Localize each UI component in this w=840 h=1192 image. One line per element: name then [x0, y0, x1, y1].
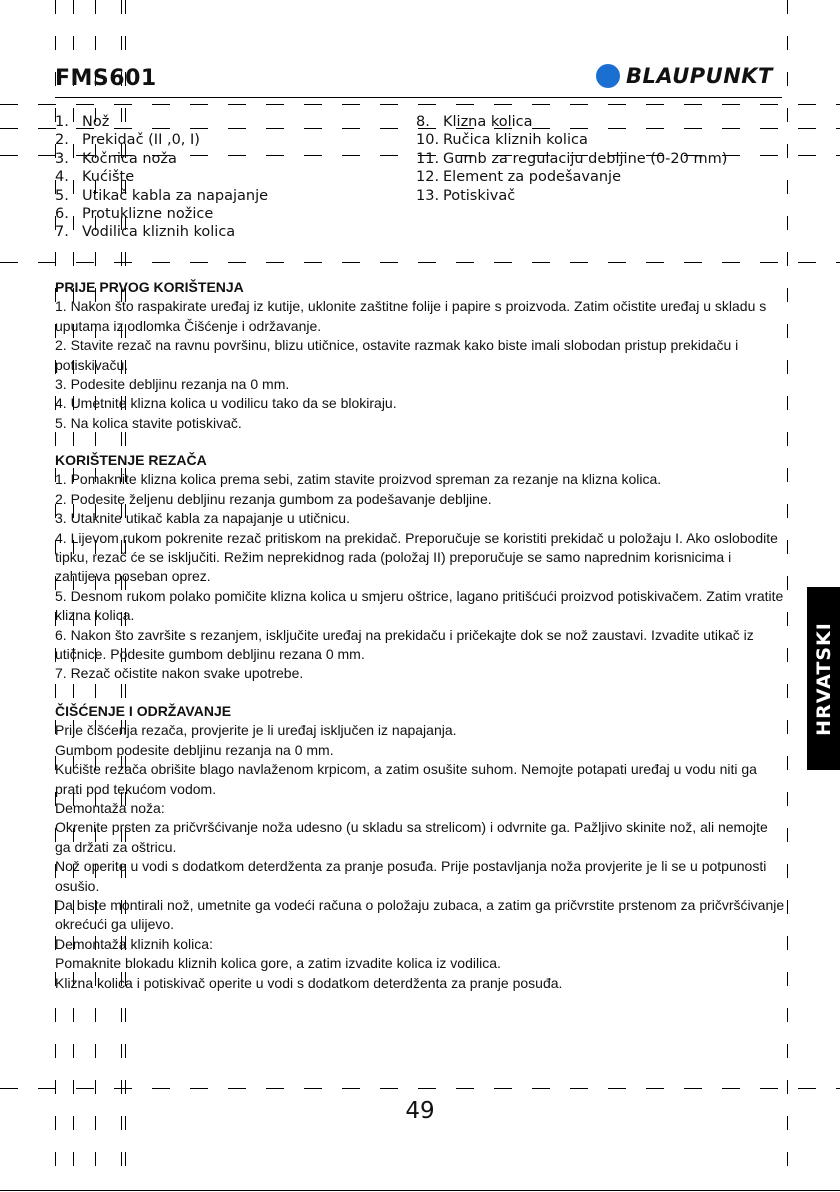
- parts-list-right: [416, 113, 727, 205]
- paragraph: Demontaža noža:: [55, 800, 165, 817]
- part-item: 5. Utikač kabla za napajanje: [55, 187, 269, 204]
- section-using-slicer: [55, 451, 785, 684]
- part-item: 3. Kočnica noža: [55, 150, 177, 167]
- paragraph: 3. Utaknite utikač kabla za napajanje u utičnicu.: [55, 510, 350, 527]
- paragraph: Klizna kolica i potiskivač operite u vodi s dodatkom deterdženta za pranje posuđa.: [55, 974, 563, 991]
- section-cleaning-maintenance: [55, 702, 785, 993]
- paragraph: 5. Na kolica stavite potiskivač.: [55, 414, 242, 431]
- section-heading: ČIŠĆENJE I ODRŽAVANJE: [55, 703, 232, 719]
- language-tab-label: HRVATSKI: [812, 621, 835, 736]
- paragraph: 3. Podesite debljinu rezanja na 0 mm.: [55, 376, 290, 393]
- paragraph: 4. Umetnite klizna kolica u vodilicu tako da se blokiraju.: [55, 395, 397, 412]
- brand-dot-icon: [596, 64, 620, 88]
- part-item: 7. Vodilica kliznih kolica: [55, 224, 236, 241]
- paragraph: 2. Stavite rezač na ravnu površinu, blizu utičnice, ostavite razmak kako biste imali slobodan pristup prekidaču i potiskivaču.: [55, 337, 739, 373]
- part-item: 10. Ručica kliznih kolica: [416, 132, 588, 149]
- paragraph: 1. Nakon što raspakirate uređaj iz kutije, uklonite zaštitne folije i papire s proizvoda. Zatim očistite uređaj u skladu s uputama iz odlomka Čišćenje i održavanje.: [55, 298, 767, 334]
- part-item: 8. Klizna kolica: [416, 114, 533, 130]
- section-heading: PRIJE PRVOG KORIŠTENJA: [55, 279, 244, 295]
- part-item: 12. Element za podešavanje: [416, 169, 621, 186]
- page-number: 49: [405, 1098, 435, 1124]
- header-rule: [55, 97, 782, 98]
- model-name: FMS601: [55, 66, 157, 91]
- paragraph: Kućište rezača obrišite blago navlaženom krpicom, a zatim osušite suhom. Nemojte potapati uređaj u vodu niti ga prati pod tekućom vodom.: [55, 761, 757, 797]
- part-item: 2. Prekidač (II ,0, I): [55, 132, 200, 149]
- paragraph: 6. Nakon što završite s rezanjem, isključite uređaj na prekidaču i pričekajte dok se nož zaustavi. Izvadite utikač iz utičnice. Podesite gumbom debljinu rezana 0 mm.: [55, 626, 754, 663]
- paragraph: 5. Desnom rukom polako pomičite klizna kolica u smjeru oštrice, lagano pritišćući proizvod potiskivačem. Zatim vratite klizna kolica.: [55, 587, 784, 624]
- paragraph: Prije čišćenja rezača, provjerite je li uređaj isključen iz napajanja.: [55, 722, 457, 739]
- part-item: 11. Gumb za regulaciju debljine (0-20 mm): [416, 150, 728, 167]
- part-item: 4. Kućište: [55, 169, 135, 186]
- paragraph: Gumbom podesite debljinu rezanja na 0 mm.: [55, 741, 334, 758]
- paragraph: 2. Podesite željenu debljinu rezanja gumbom za podešavanje debljine.: [55, 490, 492, 507]
- section-before-first-use: [55, 278, 785, 433]
- paragraph: 7. Rezač očistite nakon svake upotrebe.: [55, 665, 304, 682]
- paragraph: Nož operite u vodi s dodatkom deterdženta za pranje posuđa. Prije postavljanja noža provjerite je li se u potpunosti osušio.: [55, 858, 767, 894]
- paragraph: Da biste montirali nož, umetnite ga vodeći računa o položaju zubaca, a zatim ga pričvrstite prstenom za pričvršćivanje okrećući ga ulijevo.: [55, 897, 785, 933]
- section-heading: KORIŠTENJE REZAČA: [55, 452, 207, 468]
- parts-list-left: [55, 113, 268, 242]
- part-item: 6. Protuklizne nožice: [55, 206, 214, 223]
- brand-name: BLAUPUNKT: [626, 64, 773, 88]
- paragraph: Okrenite prsten za pričvršćivanje noža udesno (u skladu sa strelicom) i odvrnite ga. Pažljivo skinite nož, ali nemojte ga držati za oštricu.: [55, 819, 768, 855]
- paragraph: 1. Pomaknite klizna kolica prema sebi, zatim stavite proizvod spreman za rezanje na klizna kolica.: [55, 471, 662, 488]
- paragraph: 4. Lijevom rukom pokrenite rezač pritiskom na prekidač. Preporučuje se koristiti prekidač u položaju I. Ako oslobodite tipku, rezač će se isključiti. Režim neprekidnog rada (položaj II) preporučuje se samo naprednim korisnicima i zahtijeva poseban oprez.: [55, 529, 778, 585]
- part-item: 1. Nož: [55, 114, 110, 130]
- paragraph: Demontaža kliznih kolica:: [55, 935, 213, 952]
- brand-logo: [596, 64, 773, 88]
- paragraph: Pomaknite blokadu kliznih kolica gore, a zatim izvadite kolica iz vodilica.: [55, 955, 501, 972]
- part-item: 13. Potiskivač: [416, 187, 516, 204]
- language-tab: [807, 587, 840, 770]
